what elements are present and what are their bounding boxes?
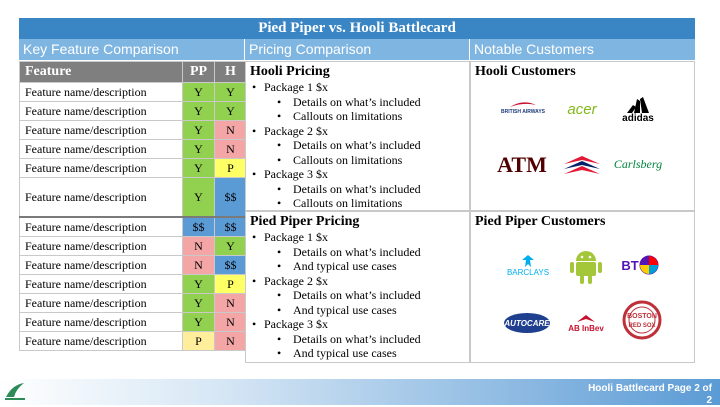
pp-value-cell: $$: [183, 217, 215, 237]
package-detail: • Callouts on limitations: [277, 109, 469, 124]
barclays-logo: BARCLAYS: [502, 250, 554, 280]
pp-value-cell: Y: [183, 121, 215, 140]
feature-name: Feature name/description: [20, 294, 183, 313]
feature-name: Feature name/description: [20, 332, 183, 351]
feature-row: [20, 83, 247, 102]
feature-name: Feature name/description: [20, 102, 183, 121]
feature-row: [20, 332, 247, 351]
adidas-logo: adidas: [614, 94, 662, 126]
feature-row: [20, 217, 247, 237]
footer-page-label: Hooli Battlecard Page 2 of 2: [588, 383, 712, 406]
feature-row: [20, 256, 247, 275]
svg-text:BOSTON: BOSTON: [627, 313, 657, 320]
pp-value-cell: P: [183, 332, 215, 351]
package-name: Package 1 $x: [264, 80, 328, 94]
package-item: [252, 317, 469, 361]
pp-pricing-panel: [245, 211, 470, 363]
android-logo: [566, 246, 606, 286]
package-detail: • Details on what’s included: [277, 95, 469, 110]
feature-name: Feature name/description: [20, 275, 183, 294]
package-detail: • Details on what’s included: [277, 332, 469, 347]
package-detail: • Callouts on limitations: [277, 196, 469, 211]
hooli-value-cell: Y: [215, 102, 247, 121]
pp-pricing-title: Pied Piper Pricing: [250, 214, 360, 229]
british-airways-logo: BRITISH AIRWAYS: [498, 96, 548, 120]
package-name: Package 3 $x: [264, 167, 328, 181]
package-name: Package 2 $x: [264, 273, 328, 288]
section-key-features: Key Feature Comparison: [19, 39, 245, 60]
package-detail: • Details on what’s included: [277, 245, 469, 260]
package-detail: • Details on what’s included: [277, 288, 469, 303]
bt-globe-icon: [639, 255, 659, 275]
feature-row: [20, 178, 247, 218]
feature-name: Feature name/description: [20, 83, 183, 102]
package-name: Package 1 $x: [264, 230, 328, 244]
feature-name: Feature name/description: [20, 121, 183, 140]
section-pricing: Pricing Comparison: [245, 39, 470, 60]
ab-inbev-logo: AB InBev: [560, 310, 612, 336]
feature-row: [20, 237, 247, 256]
package-item: [252, 230, 469, 274]
hooli-value-cell: $$: [215, 217, 247, 237]
hooli-value-cell: N: [215, 121, 247, 140]
feature-name: Feature name/description: [20, 159, 183, 178]
hooli-customers-title: Hooli Customers: [475, 64, 576, 79]
feature-name: Feature name/description: [20, 237, 183, 256]
feature-row: [20, 159, 247, 178]
pp-value-cell: Y: [183, 140, 215, 159]
package-item: [252, 274, 469, 318]
hooli-pricing-title: Hooli Pricing: [250, 64, 330, 79]
hooli-value-cell: Y: [215, 83, 247, 102]
package-item: [252, 124, 469, 168]
pp-customers-title: Pied Piper Customers: [475, 214, 606, 229]
hooli-header: H: [215, 62, 247, 83]
pp-value-cell: Y: [183, 102, 215, 121]
package-detail: • And typical use cases: [277, 303, 469, 318]
package-name: Package 2 $x: [264, 123, 328, 138]
footer-bar: [0, 379, 720, 405]
hooli-value-cell: N: [215, 313, 247, 332]
eagle-icon: [576, 314, 596, 324]
hooli-value-cell: N: [215, 294, 247, 313]
feature-row: [20, 140, 247, 159]
feature-row: [20, 121, 247, 140]
hooli-value-cell: P: [215, 275, 247, 294]
package-detail: • And typical use cases: [277, 346, 469, 361]
hooli-value-cell: N: [215, 332, 247, 351]
svg-text:AUTOCARE: AUTOCARE: [504, 319, 550, 328]
autocare-logo: [502, 310, 552, 336]
feature-name: Feature name/description: [20, 178, 183, 218]
pp-value-cell: N: [183, 256, 215, 275]
bt-logo: BT: [614, 251, 666, 279]
boston-red-sox-logo: [618, 300, 666, 340]
hooli-value-cell: $$: [215, 256, 247, 275]
package-detail: • And typical use cases: [277, 259, 469, 274]
feature-name: Feature name/description: [20, 256, 183, 275]
pp-pricing-list: [246, 230, 469, 361]
pied-piper-logo-icon: [4, 381, 26, 401]
package-detail: • Callouts on limitations: [277, 153, 469, 168]
android-robot-icon: [569, 247, 603, 285]
pp-value-cell: N: [183, 237, 215, 256]
package-item: [252, 167, 469, 211]
feature-row: [20, 275, 247, 294]
pp-value-cell: Y: [183, 313, 215, 332]
battlecard-title: Pied Piper vs. Hooli Battlecard: [19, 18, 695, 39]
texas-am-logo: ATM: [497, 152, 547, 177]
section-customers: Notable Customers: [470, 39, 695, 60]
carlsberg-logo: Carlsberg: [613, 156, 663, 171]
pp-value-cell: Y: [183, 294, 215, 313]
hooli-value-cell: P: [215, 159, 247, 178]
pp-value-cell: Y: [183, 83, 215, 102]
package-name: Package 3 $x: [264, 317, 328, 331]
pp-value-cell: Y: [183, 159, 215, 178]
hooli-value-cell: $$: [215, 178, 247, 218]
package-detail: • Details on what’s included: [277, 138, 469, 153]
hooli-value-cell: N: [215, 140, 247, 159]
svg-text:RED SOX: RED SOX: [628, 323, 656, 329]
feature-name: Feature name/description: [20, 313, 183, 332]
hooli-pricing-list: [246, 80, 469, 211]
acer-logo: acer: [567, 100, 597, 118]
feature-name: Feature name/description: [20, 140, 183, 159]
barclays-eagle-icon: [521, 254, 535, 268]
hooli-customers-panel: [470, 61, 695, 211]
feature-row: [20, 313, 247, 332]
pp-header: PP: [183, 62, 215, 83]
feature-name: Feature name/description: [20, 217, 183, 237]
package-detail: • Details on what’s included: [277, 182, 469, 197]
feature-header: Feature: [20, 62, 183, 83]
bank-of-america-logo: [558, 152, 606, 178]
feature-table-header: [20, 62, 247, 83]
adidas-stripes-icon: [625, 97, 651, 113]
feature-row: [20, 294, 247, 313]
feature-row: [20, 102, 247, 121]
pp-value-cell: Y: [183, 275, 215, 294]
package-item: [252, 80, 469, 124]
hooli-pricing-panel: [245, 61, 470, 211]
hooli-value-cell: Y: [215, 237, 247, 256]
pp-value-cell: Y: [183, 178, 215, 218]
feature-comparison-table: [19, 61, 247, 351]
pp-customers-panel: [470, 211, 695, 363]
